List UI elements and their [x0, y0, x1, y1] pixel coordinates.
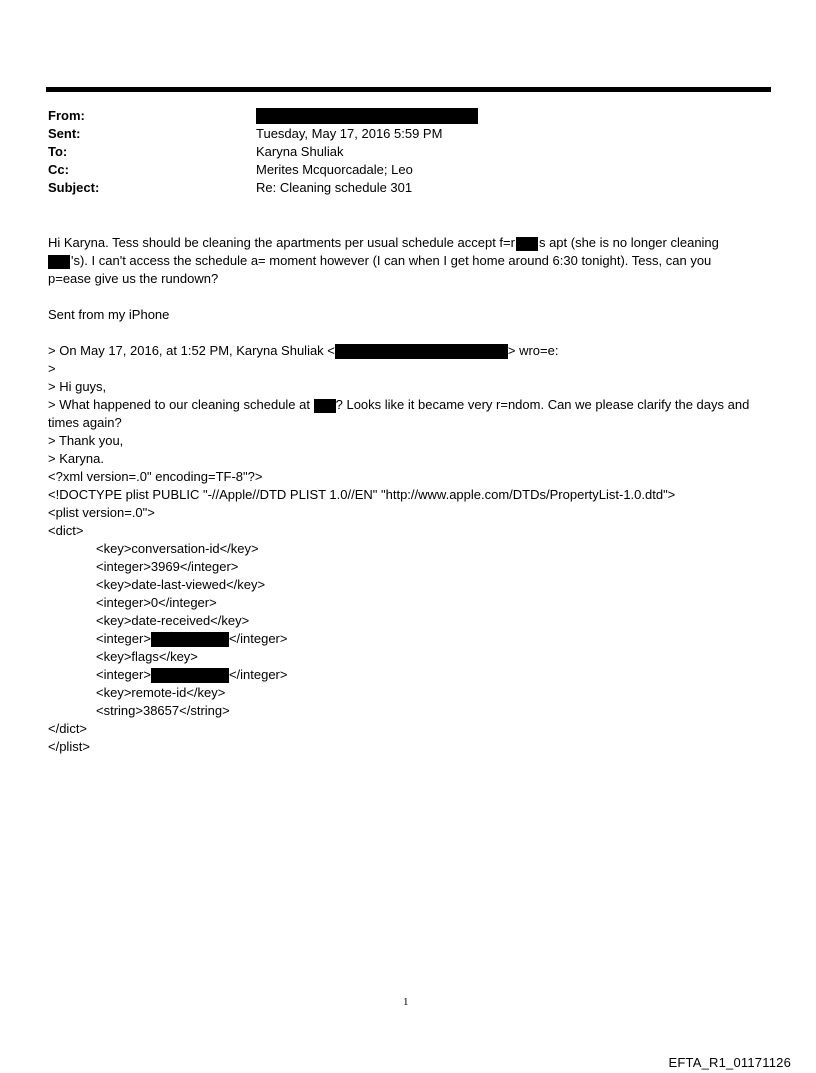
body-line: 's). I can't access the schedule a= moment however (I can when I get home around 6:30 tonight). Tess, can you	[48, 252, 711, 270]
bates-number: EFTA_R1_01171126	[668, 1055, 791, 1070]
xml-line: <integer> </integer>	[96, 631, 288, 646]
xml-line: <?xml version=.0" encoding=TF-8"?>	[48, 469, 263, 484]
redaction-box	[151, 668, 229, 683]
quote-line: >	[48, 361, 56, 376]
quote-line: > On May 17, 2016, at 1:52 PM, Karyna Shuliak < > wro=e:	[48, 343, 559, 358]
xml-line: <integer>0</integer>	[96, 595, 217, 610]
xml-line: </dict>	[48, 721, 88, 736]
quote-line: > Hi guys,	[48, 379, 107, 394]
xml-line: <string>38657</string>	[96, 703, 230, 718]
xml-line: <integer> </integer>	[96, 667, 288, 682]
redaction-box	[335, 344, 508, 359]
sent-label: Sent:	[48, 126, 81, 141]
quote-line: times again?	[48, 415, 122, 430]
from-label: From:	[48, 108, 85, 123]
redaction-box	[256, 108, 478, 124]
xml-line: <!DOCTYPE plist PUBLIC "-//Apple//DTD PLIST 1.0//EN" "http://www.apple.com/DTDs/PropertyList-1.0.dtd">	[48, 487, 676, 502]
xml-line: <key>date-received</key>	[96, 613, 250, 628]
xml-line: <key>flags</key>	[96, 649, 198, 664]
page-number: 1	[403, 996, 409, 1008]
sent-value: Tuesday, May 17, 2016 5:59 PM	[256, 126, 443, 141]
signature-line: Sent from my iPhone	[48, 307, 170, 322]
cc-label: Cc:	[48, 162, 69, 177]
xml-line: <key>remote-id</key>	[96, 685, 226, 700]
xml-line: <plist version=.0">	[48, 505, 155, 520]
body-line: Hi Karyna. Tess should be cleaning the apartments per usual schedule accept f=r s apt (she is no longer cleaning	[48, 235, 719, 250]
quote-line: > What happened to our cleaning schedule at ? Looks like it became very r=ndom. Can we please clarify the days and	[48, 397, 750, 412]
quote-line: > Karyna.	[48, 451, 105, 466]
redaction-box	[48, 255, 70, 269]
quote-line: > Thank you,	[48, 433, 124, 448]
to-label: To:	[48, 144, 68, 159]
redaction-box	[151, 632, 229, 647]
header-rule	[46, 87, 771, 92]
cc-value: Merites Mcquorcadale; Leo	[256, 162, 413, 177]
xml-line: <key>date-last-viewed</key>	[96, 577, 266, 592]
xml-line: <key>conversation-id</key>	[96, 541, 259, 556]
subject-label: Subject:	[48, 180, 100, 195]
xml-line: <dict>	[48, 523, 84, 538]
to-value: Karyna Shuliak	[256, 144, 344, 159]
redaction-box	[314, 399, 336, 413]
xml-line: <integer>3969</integer>	[96, 559, 239, 574]
redaction-box	[516, 237, 538, 251]
subject-value: Re: Cleaning schedule 301	[256, 180, 413, 195]
body-line: p=ease give us the rundown?	[48, 271, 219, 286]
xml-line: </plist>	[48, 739, 90, 754]
from-value	[256, 106, 478, 124]
